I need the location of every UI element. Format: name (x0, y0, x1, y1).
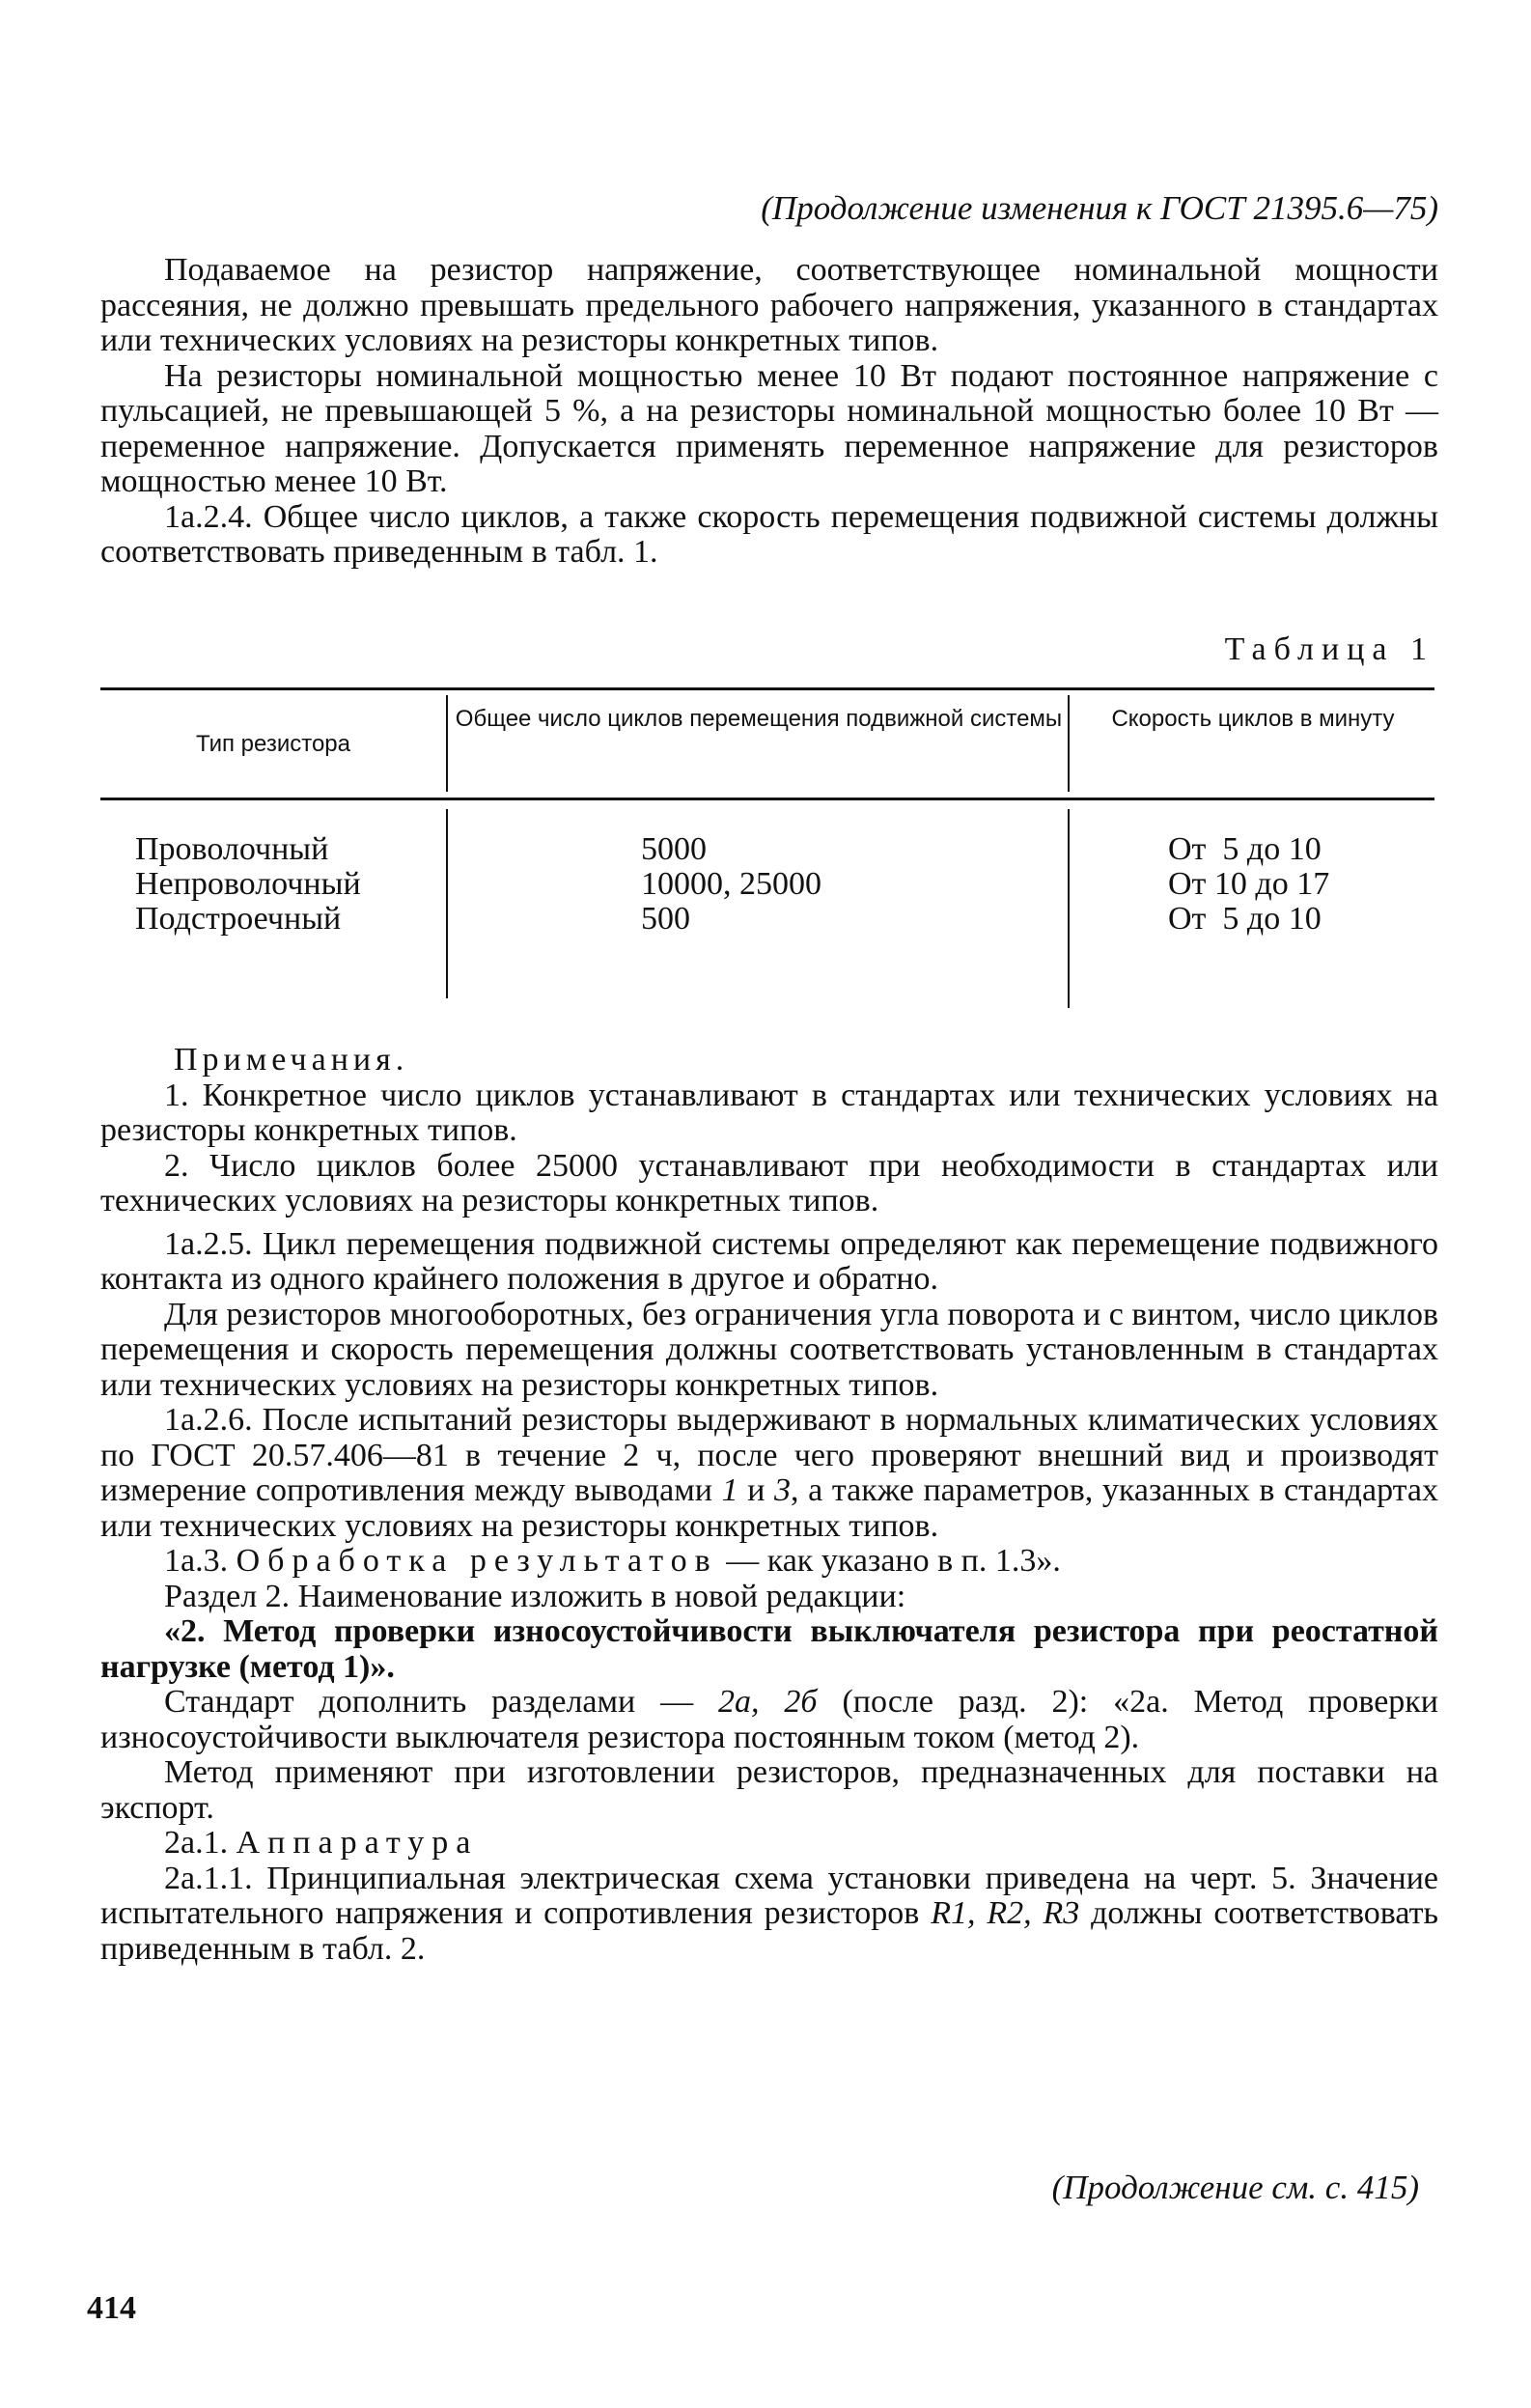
resistor-refs: R1, R2, R3 (931, 1895, 1080, 1931)
table-cell: Подстроечный (135, 901, 342, 937)
table-header-cycles: Общее число циклов перемещения подвижной системы (455, 706, 1063, 732)
table-column-type (135, 832, 361, 937)
section-title-spaced: Обработка результатов (236, 1543, 718, 1579)
continuation-footer: (Продолжение см. с. 415) (1051, 2169, 1419, 2206)
table-header-speed: Скорость циклов в минуту (1111, 706, 1395, 732)
paragraph-1a-2-4: 1а.2.4. Общее число циклов, а также скорость перемещения подвижной системы должны соответствовать приведенным в табл. 1. (100, 498, 1438, 570)
paragraph-multiturn: Для резисторов многооборотных, без ограничения угла поворота и с винтом, число циклов перемещения и скорость перемещения должны соответствовать установленным в стандартах или технических условиях на резисторы конкретных типов. (100, 1296, 1438, 1403)
paragraph-export: Метод применяют при изготовлении резисторов, предназначенных для поставки на экспорт. (100, 1754, 1438, 1826)
note-item: 1. Конкретное число циклов устанавливают в стандартах или технических условиях на резисторы конкретных типов. (100, 1077, 1438, 1148)
text-span: , а также параметров, указанных в стандартах или технических условиях на резисторы конкретных типов. (100, 1472, 1438, 1544)
table-column-speed (1168, 832, 1329, 937)
paragraph-2a-1-1 (100, 1862, 1438, 1968)
terminal-number: 1 (721, 1472, 738, 1508)
cycles-table (100, 687, 1434, 1010)
paragraph-1a-2-6 (100, 1403, 1438, 1544)
table-header-rule (100, 798, 1434, 800)
notes-and-sections (100, 1043, 1438, 1967)
table-caption: Таблица 1 (1224, 631, 1434, 667)
table-cell: 10000, 25000 (641, 866, 821, 902)
table-cell: От 10 до 17 (1168, 866, 1330, 902)
note-item: 2. Число циклов более 25000 устанавливают при необходимости в стандартах или технических условиях на резисторы конкретных типов. (100, 1147, 1438, 1218)
table-cell: Непроволочный (135, 866, 361, 902)
text-span: 1а.3. (164, 1543, 237, 1579)
table-divider (446, 809, 448, 998)
table-column-cycles (641, 832, 821, 937)
table-header-type: Тип резистора (195, 731, 351, 757)
section-2-title: «2. Метод проверки износоустойчивости выключателя резистора при реостатной нагрузке (метод 1)». (100, 1613, 1438, 1685)
continuation-header: (Продолжение изменения к ГОСТ 21395.6—75) (761, 189, 1438, 227)
text-span: Стандарт дополнить разделами — (164, 1684, 719, 1720)
paragraph-2a-1 (100, 1826, 1438, 1862)
table-top-rule (100, 687, 1434, 690)
table-divider (446, 695, 448, 792)
text-span: 1а.2.6. После испытаний резисторы выдерживают в нормальных климатических условиях по ГОСТ 20.57.406—81 в течение 2 ч, после чего проверяют внешний вид и производят измерение сопротивления между выводами (100, 1402, 1438, 1508)
table-divider (1068, 695, 1070, 792)
section-refs: 2а, 2б (718, 1684, 818, 1720)
paragraph-section-2: Раздел 2. Наименование изложить в новой редакции: (164, 1578, 906, 1614)
paragraph-voltage: Подаваемое на резистор напряжение, соответствующее номинальной мощности рассеяния, не должно превышать предельного рабочего напряжения, указанного в стандартах или технических условиях на резисторы конкретных типов. (100, 252, 1438, 358)
section-title-spaced: Аппаратура (236, 1825, 479, 1861)
paragraph-1a-2-5: 1а.2.5. Цикл перемещения подвижной системы определяют как перемещение подвижного контакта из одного крайнего положения в другое и обратно. (100, 1225, 1438, 1297)
text-span: (после разд. 2): «2а. Метод проверки износоустойчивости выключателя резистора постоянным током (метод 2). (100, 1684, 1438, 1755)
text-span: и (738, 1472, 775, 1508)
table-cell: Проволочный (135, 831, 329, 867)
intro-text-block (100, 253, 1438, 571)
text-span: 2а.1. (164, 1825, 237, 1861)
text-span: 2а.1.1. Принципиальная электрическая схема установки приведена на черт. 5. Значение испытательного напряжения и сопротивления резисторов (100, 1860, 1438, 1931)
page-number: 414 (87, 2290, 136, 2326)
text-span: — как указано в п. 1.3». (717, 1543, 1061, 1579)
text-span: должны соответствовать приведенным в табл. 2. (100, 1895, 1438, 1967)
table-divider (1068, 809, 1070, 1008)
table-cell: От 5 до 10 (1168, 831, 1322, 867)
paragraph-1a-3 (100, 1544, 1438, 1580)
table-cell: 500 (641, 901, 690, 937)
notes-heading: Примечания. (174, 1042, 409, 1078)
paragraph-power: На резисторы номинальной мощностью менее 10 Вт подают постоянное напряжение с пульсацией, не превышающей 5 %, а на резисторы номинальной мощностью более 10 Вт — переменное напряжение. Допускается применять переменное напряжение для резисторов мощностью менее 10 Вт. (100, 357, 1438, 499)
table-cell: 5000 (641, 831, 707, 867)
terminal-number: 3 (774, 1472, 792, 1508)
table-cell: От 5 до 10 (1168, 901, 1322, 937)
paragraph-add-sections (100, 1685, 1438, 1755)
